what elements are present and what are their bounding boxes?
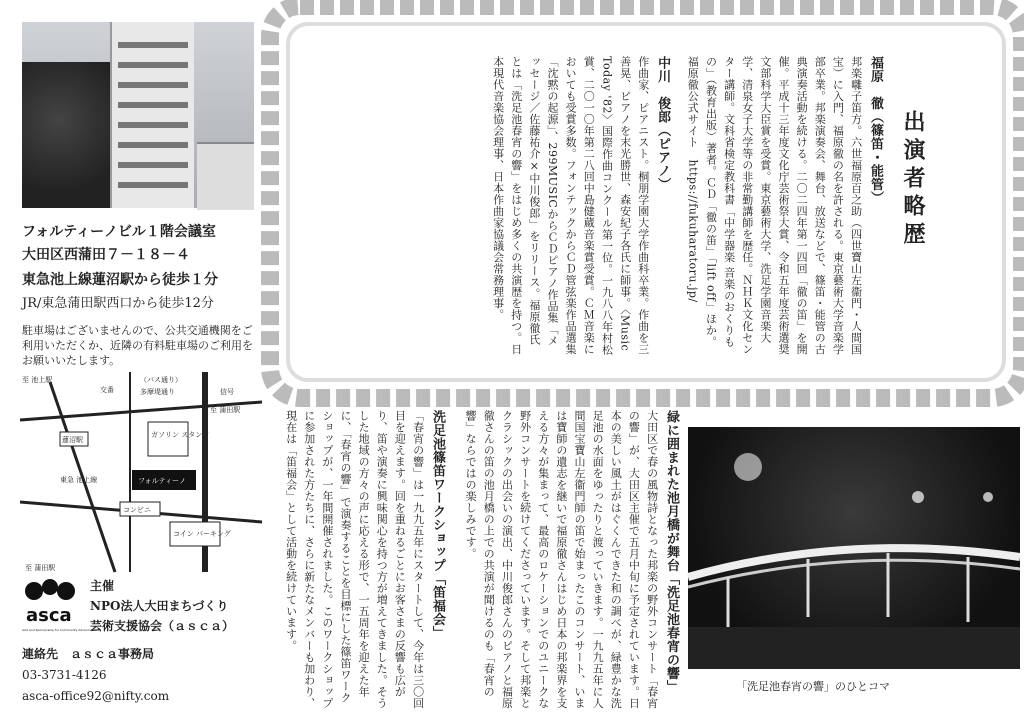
nakagawa-body: 作曲家、ピアニスト。桐朋学園大学作曲科卒業。作曲を三善晃、ピアノを末光勝世、森安紀子各氏に師事。〈Music Today '82〉国際作曲コンクール第一位。一九八八年村松賞、二〇一〇年第二八回中島健蔵音楽賞受賞。ＣＭ音楽においても受賞多数。フォンテックからＣＤ管弦楽作品選集「沈黙の起源」、299MUSICからＣＤピアノ作品集「メッセージ／佐藤祐介×中川俊郎」をリリース。福原徹氏とは「洗足池春宵の響」をはじめ多くの共演歴を持つ。日本現代音楽協会理事、日本作曲家協議会常務理事。 xyxy=(491,56,650,356)
venue-name: フォルティーノビル１階会議室 xyxy=(22,224,216,240)
map-label-bus: （バス通り） xyxy=(140,376,182,384)
logo-text: asca xyxy=(26,605,72,626)
venue-access-1: 東急池上線蓮沼駅から徒歩１分 xyxy=(22,272,218,288)
concert-article xyxy=(452,410,682,710)
venue-access-2: JR/東急蒲田駅西口から徒歩12分 xyxy=(22,296,214,311)
map-label-kamata-top: 至 蒲田駅 xyxy=(210,406,241,414)
photo-caption: 「洗足池春宵の響」のひとコマ xyxy=(736,680,890,693)
profiles-title: 出演者略歴 xyxy=(900,110,926,250)
contact-phone: 03-3731-4126 xyxy=(22,668,107,682)
map-label-tokyu: 東急 池上線 xyxy=(60,476,98,484)
contact-email: asca-office92@nifty.com xyxy=(22,689,170,703)
map-label-hasunuma: 蓮沼駅 xyxy=(62,436,83,444)
workshop-article xyxy=(272,410,448,710)
map-label-ikegami: 至 池上駅 xyxy=(22,376,53,384)
map-label-tamagawa: 多摩堤通り xyxy=(140,388,175,396)
concert-photo xyxy=(688,427,1020,669)
asca-logo xyxy=(22,577,100,637)
access-map xyxy=(20,372,262,572)
map-label-fortino: フォルティーノ xyxy=(138,477,186,485)
sponsor-org-2: 芸術支援協会（ａｓｃａ） xyxy=(90,619,235,633)
sponsor-label: 主催 xyxy=(90,579,115,593)
concert-heading: 緑に囲まれた池月橋が舞台「洗足池春宵の響」 xyxy=(664,410,679,694)
fukuhara-heading: 福原 徹（篠笛・能管） xyxy=(868,56,883,205)
nakagawa-heading: 中川 俊郎（ピアノ） xyxy=(655,56,671,191)
venue-address: 大田区西蒲田７－１８－４ xyxy=(22,247,190,263)
concert-body: 大田区で春の風物詩となった邦楽の野外コンサート「春宵の響」が、大田区主催で五月中旬に予定されています。日本の美しい風土がはぐくんできた和の調べが、緑豊かな洗足池の水面をゆったりと渡っていきます。一九九五年に人間国宝寶山左衞門師の笛で始まったこのコンサート、いまは寶師の遺志を継いで福原徹さんはじめ日本の邦楽界を支える方々が集まって、最高のロケーションでのユニークな野外コンサートを続けてくださっています。そして邦楽とクラシックの出会いの演出、中川俊郎さんのピアノと福原徹さんの笛の池月橋の上での共演が聞けるのも「春宵の響」ならではの楽しみです。 xyxy=(464,410,659,709)
contact-label: 連絡先 ａｓｃａ事務局 xyxy=(22,647,155,661)
sponsor-org-1: NPO法人大田まちづくり xyxy=(90,599,229,613)
profiles-body xyxy=(296,56,886,356)
map-label-conveni: コンビニ xyxy=(123,506,151,514)
fukuhara-body: 邦楽囃子笛方。六世福原百之助（四世寶山左衞門・人間国宝）に入門、福原徹の名を許される。東京藝術大学音楽学部卒業。邦楽演奏会、舞台、放送などで、篠笛・能管の古典演奏活動を続ける。二〇二四年第一四回「徹の笛」を開催。平成十三年度文化庁芸術祭大賞、令和五年度芸術選奨文部科学大臣賞を受賞。東京藝術大学、洗足学園音楽大学、清泉女子大学等の非常勤講師を歴任。ＮＨＫ文化センター講師。文科省検定教科書「中学器楽 音楽のおくりもの」（教育出版）著者。ＣＤ「徹の笛」「lift off」ほか。福原徹公式サイト https://fukuharatoru.jp/ xyxy=(686,56,863,355)
map-label-gas: ガソリン スタンド xyxy=(151,431,210,439)
map-label-coin: コイン パーキング xyxy=(173,530,231,538)
workshop-body: 「春宵の響」は一九九五年にスタートして、今年は三〇回目を迎えます。回を重ねるごとにお客さまの反響も広がり、笛や演奏に興味関心を持つ方が増えてきました。そうした地域の方々の声に応える形で、一五周年を迎えた年に、「春宵の響」で演奏することを目標にした篠笛ワークショップが、一年間開催されました。このワークショップに参加された方たちに、さらに新たなメンバーも加わり、現在は「笛福会」として活動を続けています。 xyxy=(284,410,425,709)
parking-note: 駐車場はございませんので、公共交通機関をご利用いただくか、近隣の有料駐車場のご利用をお願いいたします。 xyxy=(22,324,253,367)
map-label-kamata-bottom: 至 蒲田駅 xyxy=(25,564,56,572)
map-label-koban: 交番 xyxy=(100,386,114,394)
logo-subtext: Arts and Sponsorship for Community Advancement xyxy=(22,628,100,632)
workshop-heading: 洗足池篠笛ワークショップ「笛福会」 xyxy=(430,410,445,640)
map-label-signal: 信号 xyxy=(220,388,234,396)
building-photo xyxy=(22,22,254,208)
